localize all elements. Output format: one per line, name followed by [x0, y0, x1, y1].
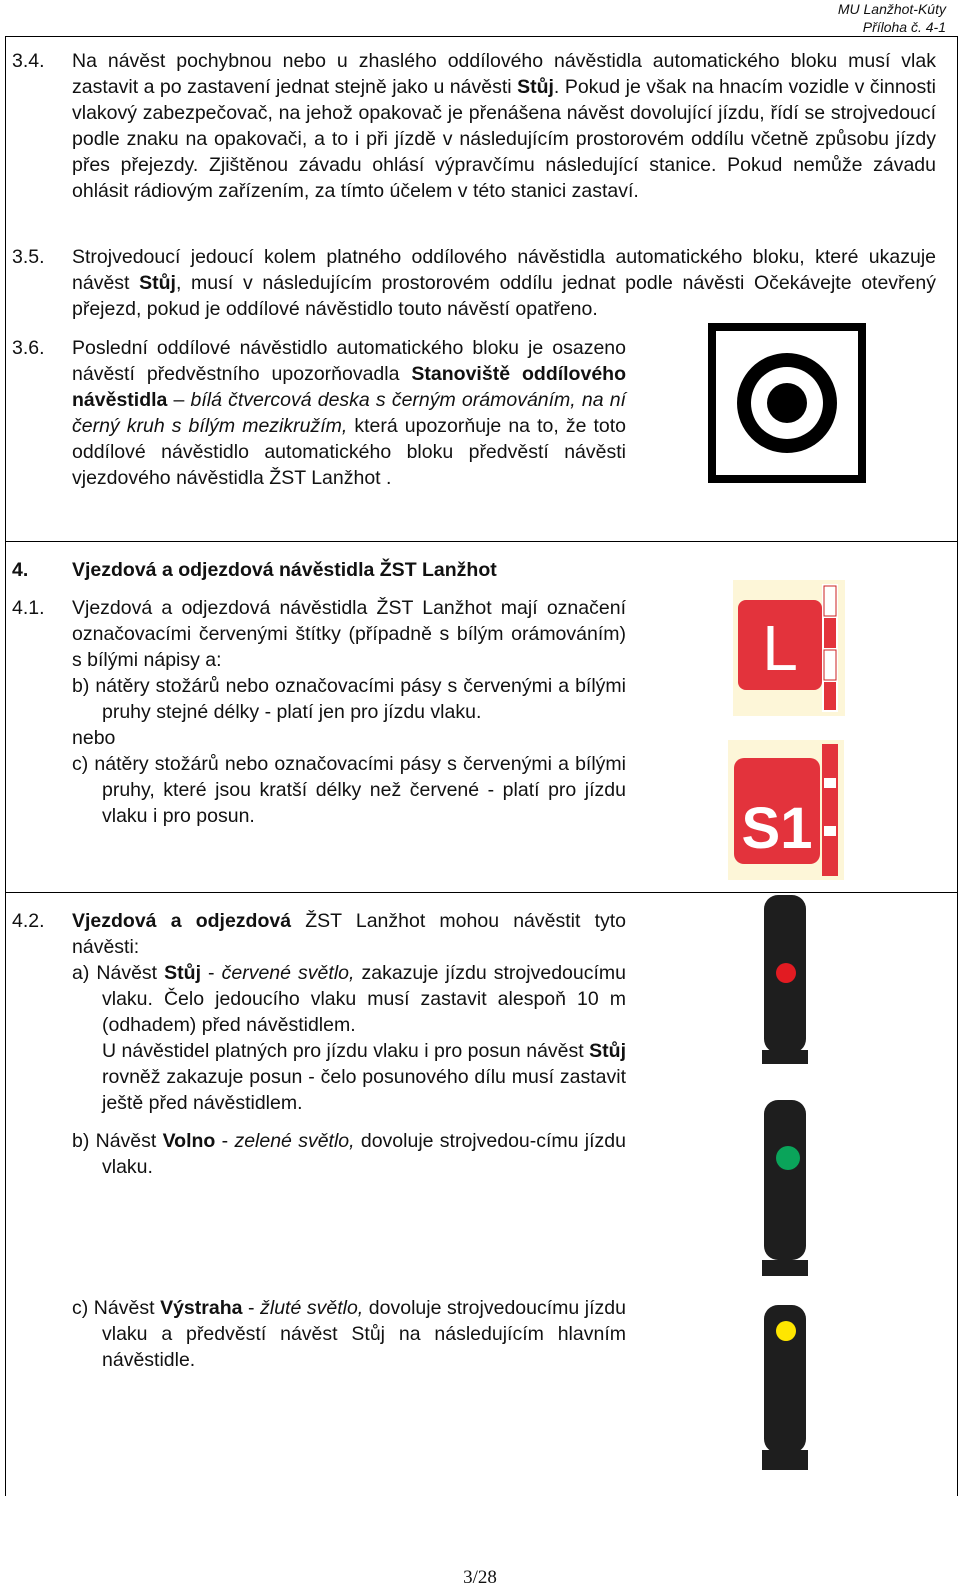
text-run: Strojvedoucí jedoucí kolem platného oddílového návěstidla automatického bloku, které ukazuje návěst [72, 246, 936, 294]
list-item-a-note: U návěstidel platných pro jízdu vlaku i pro posun návěst Stůj rovněž zakazuje posun - čelo posunového dílu musí zastavit ještě před návěstidlem. [102, 1040, 626, 1114]
section-number: 4. [12, 559, 29, 581]
divider-section-4-2 [5, 892, 958, 893]
paragraph-nebo: nebo [72, 727, 116, 749]
text-bold: Stůj [139, 272, 176, 294]
section-number: 3.5. [12, 246, 45, 268]
section-number: 4.1. [12, 597, 45, 619]
signal-plate-S1 [728, 740, 844, 880]
green-light-icon [776, 1146, 800, 1170]
section-number: 4.2. [12, 910, 45, 932]
section-text [72, 908, 626, 1180]
section-number: 3.4. [12, 50, 45, 72]
list-item-c: c) nátěry stožárů nebo označovacími pásy s červenými a bílými pruhy, které jsou kratší délky než červené - platí pro jízdu vlaku i pro posun. [72, 753, 626, 827]
signal-head-red [760, 895, 810, 1075]
list-item-b: b) Návěst Volno - zelené světlo, dovoluje strojvedou-címu jízdu vlaku. [72, 1130, 626, 1178]
text-bold: Stanoviště oddílového návěstidla [72, 363, 626, 411]
signal-head-green [760, 1100, 810, 1280]
divider-section-4 [5, 541, 958, 542]
section-text [72, 335, 626, 491]
page-number: 3/28 [463, 1567, 497, 1588]
text-run: . Pokud je však na hnacím vozidle v činnosti vlakový zabezpečovač, na jehož opakovač je přenášena návěst dovolující jízdu, řídí se strojvedoucí podle znaku na opakovači, a to i při jízdě v následujícím prostorovém oddílu včetně způsobu jízdy přes přejezdy. Zjištěnou závadu ohlásí výpravčímu následující stanice. Pokud nemůže závadu ohlásit rádiovým zařízením, za tímto účelem v této stanici zastaví. [72, 76, 937, 202]
red-light-icon [776, 963, 796, 983]
paragraph: Vjezdová a odjezdová návěstidla ŽST Lanžhot mají označení označovacími červenými štítky (případně s bílým orámováním) s bílými nápisy a: [72, 597, 626, 671]
text-run: – [167, 389, 191, 411]
header-station: MU Lanžhot-Kúty [837, 1, 946, 17]
section-text [72, 48, 936, 204]
section-text [72, 1295, 626, 1373]
signal-head-yellow [760, 1305, 810, 1473]
text-run: Poslední oddílové návěstidlo automatického bloku je osazeno návěstí předvěstního upozorňovadla [72, 337, 626, 385]
text-run: , musí v následujícím prostorovém oddílu jednat podle návěsti Očekávejte otevřený přejezd, pokud je oddílové návěstidlo touto návěstí opatřeno. [72, 272, 936, 320]
list-item-b: b) nátěry stožárů nebo označovacími pásy s červenými a bílými pruhy stejné délky - platí jen pro jízdu vlaku. [72, 675, 626, 723]
text-bold: Stůj [517, 76, 554, 98]
signal-plate-L [733, 580, 845, 716]
plate-label-S1: S1 [741, 796, 813, 861]
plate-label-L: L [762, 612, 798, 684]
divider-top [5, 36, 958, 37]
section-text [72, 244, 936, 322]
text-run: která upozorňuje na to, že toto oddílové návěstidlo automatického bloku předvěstí návěsti vjezdového návěstidla ŽST Lanžhot . [72, 415, 626, 489]
text-italic: bílá čtvercová deska s černým orámováním, na ní černý kruh s bílým mezikružím, [72, 389, 626, 437]
text-bold: Vjezdová a odjezdová [72, 910, 292, 932]
section-number: 3.6. [12, 337, 45, 359]
header-appendix: Příloha č. 4-1 [862, 19, 946, 35]
page-header [838, 0, 946, 36]
list-item-a: a) Návěst Stůj - červené světlo, zakazuje jízdu strojvedoucímu vlaku. Čelo jedoucího vlaku musí zastavit alespoň 10 m (odhadem) před návěstidlem. [72, 962, 626, 1036]
paragraph [72, 908, 626, 960]
frame-right-border [957, 36, 958, 1496]
section-title: Vjezdová a odjezdová návěstidla ŽST Lanžhot [72, 559, 497, 581]
block-signal-marker-sign [708, 323, 866, 483]
yellow-light-icon [776, 1321, 796, 1341]
section-text [72, 595, 626, 829]
text-run: ŽST Lanžhot mohou návěstit tyto návěsti: [72, 910, 627, 958]
frame-left-border [5, 36, 6, 1496]
text-run: Na návěst pochybnou nebo u zhaslého oddílového návěstidla automatického bloku musí vlak zastavit a po zastavení jednat stejně jako u návěsti [72, 50, 936, 98]
list-item-c: c) Návěst Výstraha - žluté světlo, dovoluje strojvedoucímu jízdu vlaku a předvěstí návěst Stůj na následujícím hlavním návěstidle. [72, 1297, 626, 1371]
